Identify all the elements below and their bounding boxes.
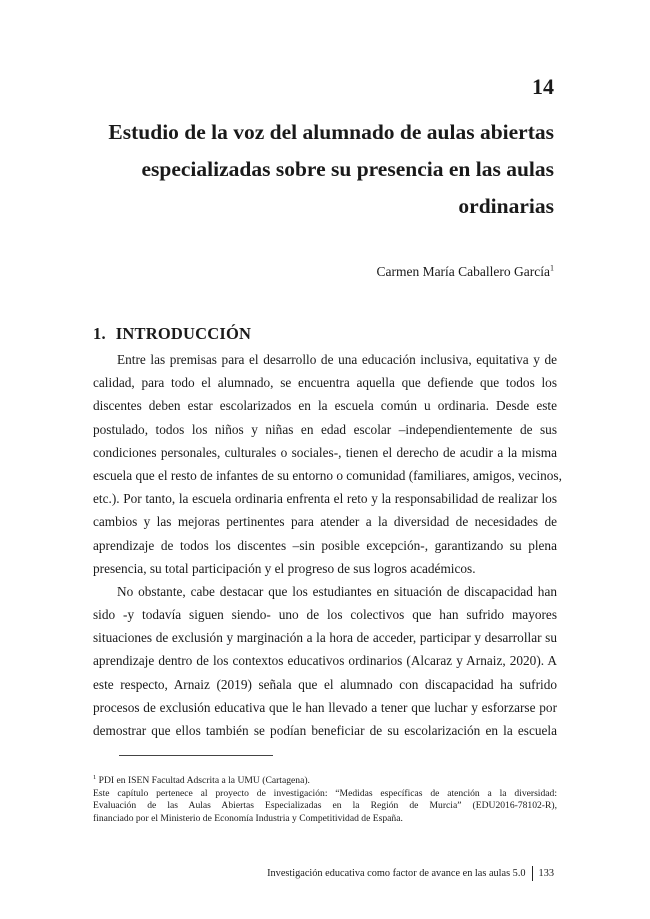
footnotes <box>93 775 557 825</box>
text-line: cambios y las mejoras pertinentes para atender a la diversidad de necesidades de <box>93 514 557 530</box>
chapter-title-line: ordinarias <box>458 194 554 218</box>
section-number: 1. <box>93 324 106 343</box>
footnote-line: financiado por el Ministerio de Economía Industria y Competitividad de España. <box>93 812 403 824</box>
footnote-line <box>93 775 557 788</box>
author-line <box>376 264 554 280</box>
text-line: Entre las premisas para el desarrollo de una educación inclusiva, equitativa y de <box>117 352 557 367</box>
footnote-mark: 1 <box>93 773 97 781</box>
footnote-line: Evaluación de las Aulas Abiertas Especializadas en la Región de Murcia” (EDU2016-78102-R), <box>93 800 557 811</box>
footnote-separator <box>119 755 273 756</box>
text-line: etc.). Por tanto, la escuela ordinaria enfrenta el reto y la responsabilidad de realizar los <box>93 491 557 507</box>
section-title: INTRODUCCIÓN <box>115 324 252 343</box>
text-line: presencia, su total participación y el progreso de sus logros académicos. <box>93 560 476 576</box>
chapter-title-line: especializadas sobre su presencia en las aulas <box>141 157 554 181</box>
section-heading <box>93 324 251 344</box>
body-text <box>93 348 562 742</box>
footer-separator <box>532 866 533 881</box>
chapter-title-line: Estudio de la voz del alumnado de aulas abiertas <box>108 120 554 144</box>
text-line: escuela que el resto de infantes de su entorno o comunidad (familiares, amigos, vecinos, <box>93 467 562 483</box>
footnote-text: PDI en ISEN Facultad Adscrita a la UMU (Cartagena). <box>96 775 310 786</box>
author-footnote-mark: 1 <box>550 263 554 273</box>
page-number: 133 <box>538 868 554 879</box>
running-footer <box>267 866 554 881</box>
text-line: aprendizaje dentro de los contextos educativos ordinarios (Alcaraz y Arnaiz, 2020). A <box>93 653 557 669</box>
text-line: aprendizaje de todos los discentes –sin posible excepción-, garantizando su plena <box>93 537 557 553</box>
text-line: calidad, para todo el alumnado, se encuentra aquella que defiende que todos los <box>93 375 557 391</box>
paragraph <box>93 580 557 742</box>
book-title: Investigación educativa como factor de avance en las aulas 5.0 <box>267 868 526 879</box>
text-line: No obstante, cabe destacar que los estudiantes en situación de discapacidad han <box>117 583 557 599</box>
text-line: situaciones de exclusión y marginación a la hora de acceder, participar y desarrollar su <box>93 630 557 646</box>
author-name: Carmen María Caballero García <box>376 264 550 279</box>
text-line: procesos de exclusión educativa que le han llevado a tener que luchar y esforzarse por <box>93 699 557 715</box>
text-line: condiciones personales, culturales o sociales-, tienen el derecho de acudir a la misma <box>93 444 557 460</box>
text-line: discentes deben estar escolarizados en la escuela común u ordinaria. Desde este <box>93 398 557 414</box>
text-line: postulado, todos los niños y niñas en edad escolar –independientemente de sus <box>93 421 557 437</box>
text-line: demostrar que ellos también se podían beneficiar de su escolarización en la escuela <box>93 723 557 738</box>
text-line: sido -y todavía siguen siendo- uno de los colectivos que han sufrido mayores <box>93 607 557 623</box>
footnote-line: Este capítulo pertenece al proyecto de investigación: “Medidas específicas de atención a la diversidad: <box>93 787 557 799</box>
paragraph <box>93 348 562 580</box>
chapter-title <box>96 114 554 225</box>
text-line: este respecto, Arnaiz (2019) señala que el alumnado con discapacidad ha sufrido <box>93 676 557 692</box>
chapter-number: 14 <box>532 74 554 99</box>
